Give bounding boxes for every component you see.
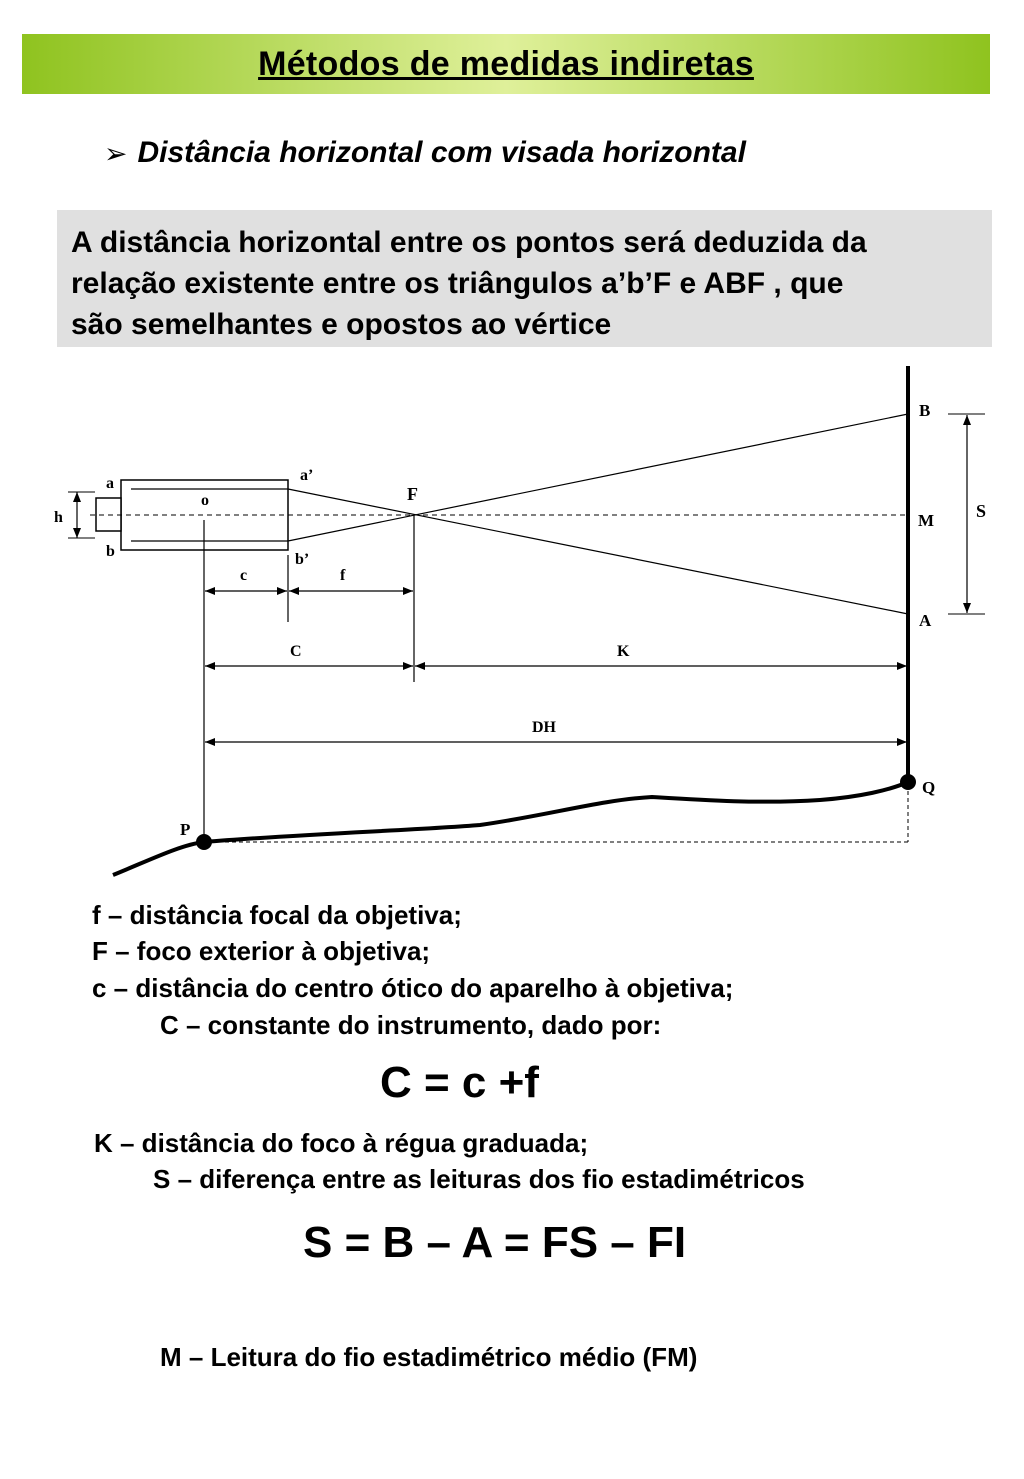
- terrain-profile: [113, 782, 908, 875]
- definition-f: f – distância focal da objetiva;: [92, 900, 462, 930]
- label-a-prime: a’: [300, 467, 314, 484]
- definition-S: S – diferença entre as leituras dos fio estadimétricos: [153, 1164, 805, 1194]
- label-f: f: [340, 567, 346, 584]
- formula-C: C = c +f: [380, 1058, 539, 1107]
- label-P: P: [180, 820, 191, 839]
- intro-line-2: relação existente entre os triângulos a’b’F e ABF , que: [71, 267, 844, 300]
- intro-line-3: são semelhantes e opostos ao vértice: [71, 308, 612, 341]
- ray-a-to-A: [288, 489, 908, 614]
- label-K: K: [617, 643, 630, 660]
- label-F: F: [407, 484, 418, 504]
- section-subtitle: [104, 136, 746, 170]
- page-title: Métodos de medidas indiretas: [258, 44, 754, 83]
- point-P: [196, 834, 212, 850]
- arrow-bullet-icon: ➢: [104, 137, 128, 169]
- label-a: a: [106, 475, 114, 492]
- label-S: S: [976, 501, 987, 521]
- definition-F: F – foco exterior à objetiva;: [92, 936, 431, 966]
- ray-b-to-B: [288, 414, 908, 541]
- label-Q: Q: [922, 778, 936, 797]
- subtitle-text: Distância horizontal com visada horizontal: [137, 136, 746, 169]
- formula-S: S = B – A = FS – FI: [303, 1218, 687, 1267]
- label-DH: DH: [532, 719, 556, 736]
- definition-K: K – distância do foco à régua graduada;: [94, 1128, 589, 1158]
- intro-box: [57, 210, 992, 347]
- definition-C: C – constante do instrumento, dado por:: [160, 1010, 662, 1040]
- label-C: C: [290, 643, 302, 660]
- definition-c: c – distância do centro ótico do aparelho à objetiva;: [92, 973, 734, 1003]
- label-o: o: [201, 492, 209, 509]
- label-b: b: [106, 543, 115, 560]
- label-A: A: [919, 611, 932, 630]
- title-banner: [22, 34, 990, 94]
- label-M: M: [918, 511, 935, 530]
- label-h: h: [54, 509, 63, 526]
- label-c: c: [240, 567, 248, 584]
- label-B: B: [919, 401, 931, 420]
- intro-line-1: A distância horizontal entre os pontos será deduzida da: [71, 226, 867, 259]
- definition-M: M – Leitura do fio estadimétrico médio (FM): [160, 1342, 698, 1372]
- stadia-diagram: [0, 355, 1024, 890]
- label-b-prime: b’: [295, 551, 310, 568]
- point-Q: [900, 774, 916, 790]
